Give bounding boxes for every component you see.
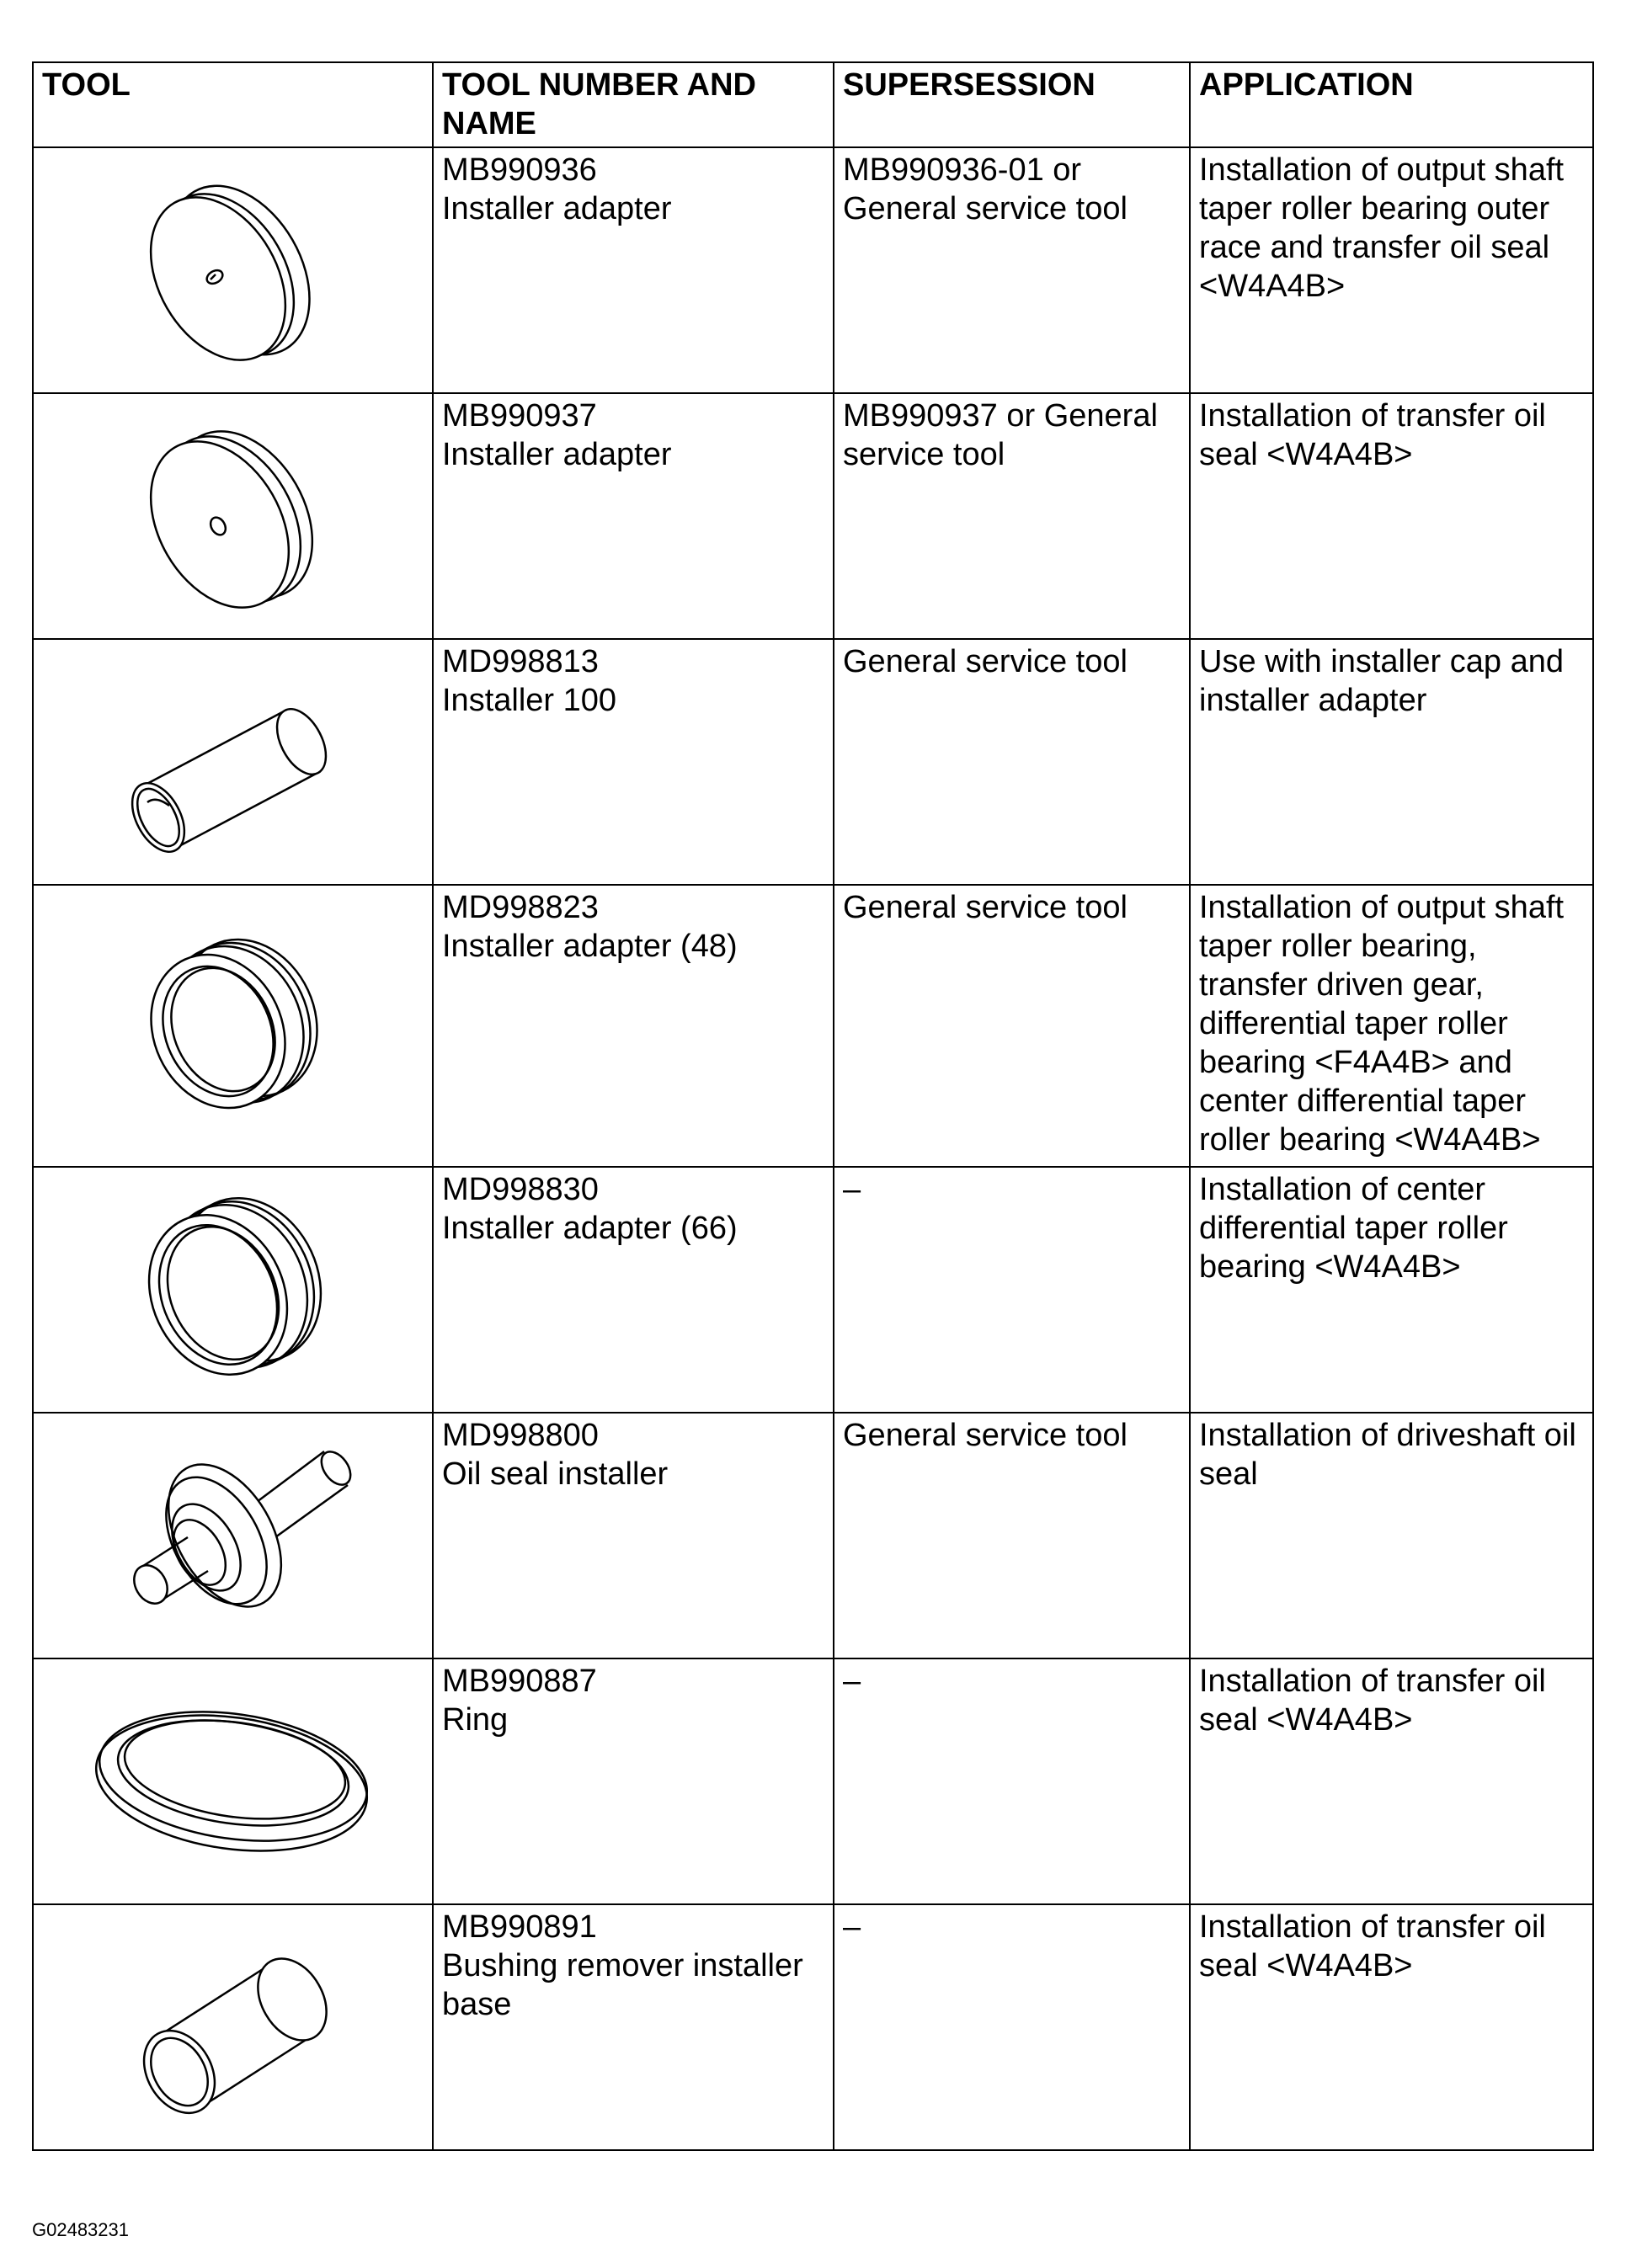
ring-adapter-icon [124, 1180, 343, 1399]
tool-name: Installer 100 [442, 683, 617, 718]
supersession-cell: General service tool [834, 639, 1190, 885]
header-row [33, 62, 1593, 147]
flat-ring-icon [82, 1689, 385, 1874]
application-cell: Installation of center differential taper roller bearing <W4A4B> [1190, 1167, 1593, 1413]
ring-adapter-icon [124, 917, 343, 1136]
application-cell: Installation of transfer oil seal <W4A4B> [1190, 1904, 1593, 2150]
tool-image-cell [33, 1658, 433, 1904]
flat-disc-adapter-icon [132, 415, 334, 617]
tool-number-name-cell [433, 393, 834, 639]
tool-number: MB990891 [442, 1909, 597, 1945]
oil-seal-installer-icon [99, 1426, 368, 1645]
tool-number-name-cell [433, 1904, 834, 2150]
tool-image-cell [33, 1167, 433, 1413]
application-cell: Installation of output shaft taper roller bearing, transfer driven gear, differential taper roller bearing <F4A4B> and center differential taper roller bearing <W4A4B> [1190, 885, 1593, 1167]
tool-image-cell [33, 393, 433, 639]
tool-number-name-cell [433, 147, 834, 393]
tool-number: MB990887 [442, 1664, 597, 1699]
supersession-cell: – [834, 1904, 1190, 2150]
header-supersession: SUPERSESSION [834, 62, 1190, 147]
table-row [33, 1167, 1593, 1413]
tool-image-cell [33, 1413, 433, 1658]
special-tools-table [32, 61, 1594, 2151]
tool-image-cell [33, 885, 433, 1167]
application-cell: Installation of driveshaft oil seal [1190, 1413, 1593, 1658]
application-cell: Use with installer cap and installer adapter [1190, 639, 1593, 885]
header-application: APPLICATION [1190, 62, 1593, 147]
header-tool-number-name: TOOL NUMBER AND NAME [433, 62, 834, 147]
table-row [33, 639, 1593, 885]
tool-image-cell [33, 639, 433, 885]
tool-name: Installer adapter [442, 191, 672, 226]
tool-name: Ring [442, 1702, 509, 1738]
table-row [33, 1413, 1593, 1658]
supersession-cell: – [834, 1658, 1190, 1904]
tool-number: MD998813 [442, 644, 599, 679]
tool-image-cell [33, 1904, 433, 2150]
bushing-base-icon [107, 1926, 360, 2128]
figure-id: G02483231 [32, 2219, 129, 2240]
supersession-cell: MB990936-01 or General service tool [834, 147, 1190, 393]
tool-number: MB990937 [442, 398, 597, 434]
tool-name: Oil seal installer [442, 1456, 669, 1492]
tool-name: Installer adapter (48) [442, 929, 738, 964]
tool-number: MD998800 [442, 1418, 599, 1453]
supersession-cell: MB990937 or General service tool [834, 393, 1190, 639]
table-row [33, 1904, 1593, 2150]
cylinder-installer-icon [107, 661, 360, 863]
header-tool: TOOL [33, 62, 433, 147]
table-row [33, 147, 1593, 393]
tool-number-name-cell [433, 1658, 834, 1904]
tool-name: Installer adapter [442, 437, 672, 472]
tool-number: MD998830 [442, 1172, 599, 1207]
tool-number: MB990936 [442, 152, 597, 188]
tool-number-name-cell [433, 1167, 834, 1413]
tool-number-name-cell [433, 639, 834, 885]
application-cell: Installation of transfer oil seal <W4A4B> [1190, 1658, 1593, 1904]
tool-name: Bushing remover installer base [442, 1948, 803, 2022]
flat-disc-adapter-icon [132, 169, 334, 371]
tool-number: MD998823 [442, 890, 599, 925]
tool-number-name-cell [433, 1413, 834, 1658]
table-row [33, 393, 1593, 639]
application-cell: Installation of transfer oil seal <W4A4B> [1190, 393, 1593, 639]
table-row [33, 1658, 1593, 1904]
tool-image-cell [33, 147, 433, 393]
tool-number-name-cell [433, 885, 834, 1167]
table-row [33, 885, 1593, 1167]
tool-name: Installer adapter (66) [442, 1211, 738, 1246]
supersession-cell: General service tool [834, 1413, 1190, 1658]
application-cell: Installation of output shaft taper roller bearing outer race and transfer oil seal <W4A4B> [1190, 147, 1593, 393]
supersession-cell: General service tool [834, 885, 1190, 1167]
supersession-cell: – [834, 1167, 1190, 1413]
